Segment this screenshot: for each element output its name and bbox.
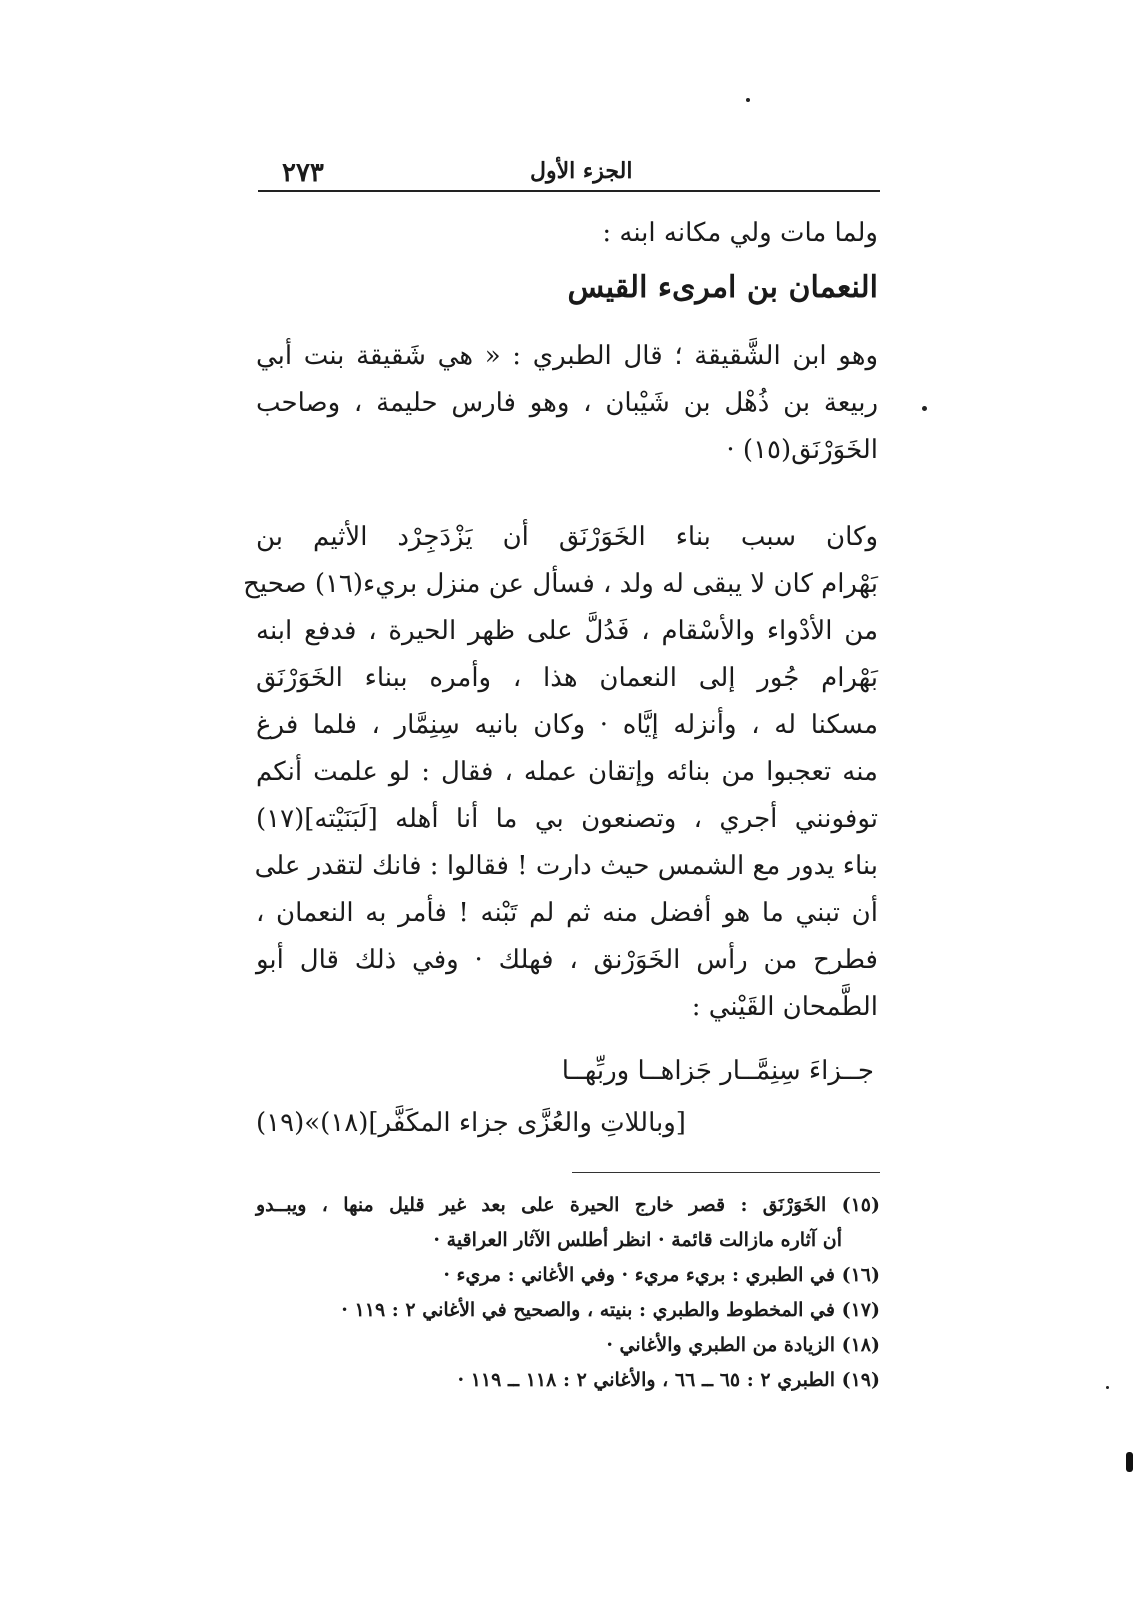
footnote-15: (١٥) الخَوَرْنَق : قصر خارج الحيرة على بعد غير قليل منها ، ويبــدو <box>256 1194 880 1216</box>
paragraph-1 <box>256 333 878 474</box>
running-title: الجزء الأول <box>530 158 633 184</box>
section-heading: النعمان بن امرىء القيس <box>567 270 878 305</box>
text-line: الطَّمحان القَيْني : <box>691 992 878 1022</box>
verse-hemistich-1: جــزاءَ سِنِمَّــار جَزاهــا وربِّهــا <box>561 1056 874 1086</box>
text-line: الخَوَرْنَق(١٥) · <box>726 435 878 465</box>
text-line: مسكنا له ، وأنزله إيَّاه · وكان بانيه سِنِمَّار ، فلما فرغ <box>256 710 878 740</box>
footnote-15-continued: أن آثاره مازالت قائمة · انظر أطلس الآثار العراقية · <box>433 1229 842 1251</box>
text-line: فطرح من رأس الخَوَرْنق ، فهلك · وفي ذلك قال أبو <box>256 945 878 975</box>
text-line: أن تبني ما هو أفضل منه ثم لم تَبْنه ! فأمر به النعمان ، <box>256 898 878 928</box>
text-line: بناء يدور مع الشمس حيث دارت ! فقالوا : فانك لتقدر على <box>254 851 878 881</box>
text-line: توفونني أجري ، وتصنعون بي ما أنا أهله [لَبَنَيْته](١٧) <box>256 804 878 834</box>
text-line: بَهْرام كان لا يبقى له ولد ، فسأل عن منزل بريء(١٦) صحيح <box>243 569 878 599</box>
paragraph-2 <box>243 514 878 1031</box>
text-line: من الأدْواء والأسْقام ، فَدُلَّ على ظهر الحيرة ، فدفع ابنه <box>256 616 878 646</box>
verse-hemistich-2: [وباللاتِ والعُزَّى جزاء المكَفَّر](١٨)»(١٩) <box>256 1108 686 1138</box>
page-header <box>258 158 880 188</box>
footnote-19: (١٩) الطبري ٢ : ٦٥ ــ ٦٦ ، والأغاني ٢ : ١١٨ ــ ١١٩ · <box>457 1369 880 1391</box>
text-line: وهو ابن الشَّقيقة ؛ قال الطبري : « هي شَقيقة بنت أبي <box>256 341 878 371</box>
text-line: ولما مات ولي مكانه ابنه : <box>602 218 878 248</box>
footnote-17: (١٧) في المخطوط والطبري : بنيته ، والصحيح في الأغاني ٢ : ١١٩ · <box>341 1299 880 1321</box>
footnote-18: (١٨) الزيادة من الطبري والأغاني · <box>606 1334 880 1356</box>
text-line: بَهْرام جُور إلى النعمان هذا ، وأمره ببناء الخَوَرْنَق <box>256 663 878 693</box>
text-line: منه تعجبوا من بنائه وإتقان عمله ، فقال : لو علمت أنكم <box>256 757 878 787</box>
footnote-rule <box>572 1172 880 1173</box>
intro-line <box>256 210 878 257</box>
header-rule <box>258 190 880 192</box>
text-line: وكان سبب بناء الخَوَرْنَق أن يَزْدَجِرْد الأثيم بن <box>256 522 878 552</box>
scan-speck <box>1106 1386 1109 1389</box>
scan-edge-mark <box>1126 1452 1133 1472</box>
scan-speck <box>746 98 750 102</box>
scan-speck <box>922 406 927 411</box>
text-line: ربيعة بن ذُهْل بن شَيْبان ، وهو فارس حليمة ، وصاحب <box>256 388 878 418</box>
page-number: ٢٧٣ <box>282 158 324 188</box>
footnotes <box>256 1188 880 1398</box>
footnote-16: (١٦) في الطبري : بريء مريء · وفي الأغاني : مريء · <box>443 1264 880 1286</box>
